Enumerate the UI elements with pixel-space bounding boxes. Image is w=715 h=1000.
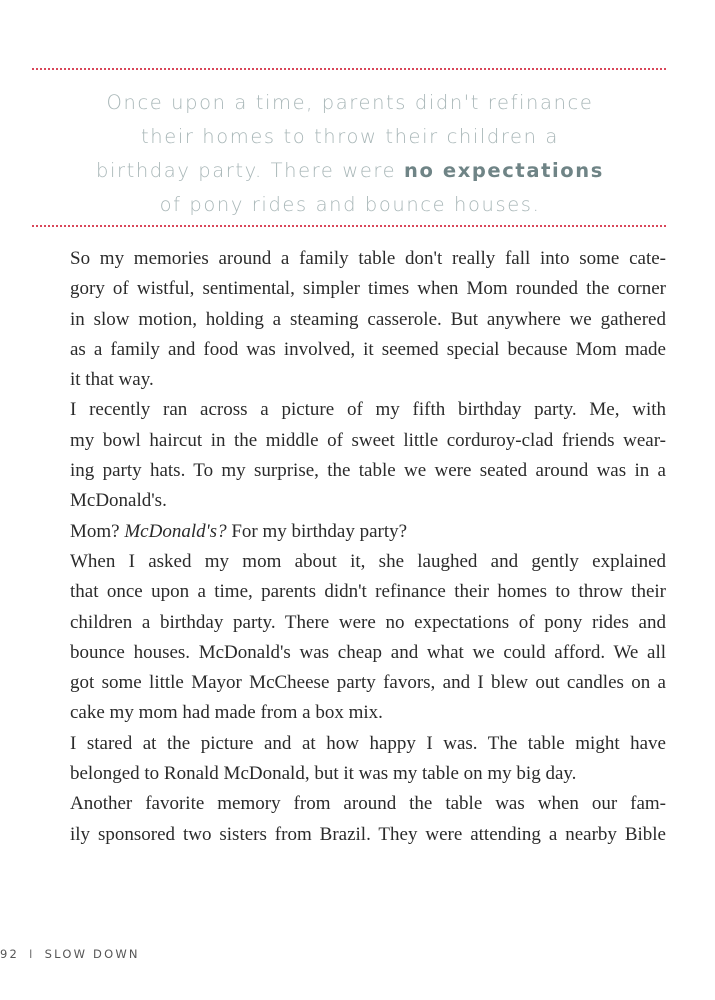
text-line: gory of wistful, sentimental, simpler times when Mom rounded the corner bbox=[70, 278, 666, 300]
pullquote-line: their homes to throw their children a bbox=[141, 125, 559, 148]
text-line: I recently ran across a picture of my fifth birthday party. Me, with bbox=[70, 399, 666, 421]
text-line bbox=[70, 517, 666, 547]
text-segment: For my birthday party? bbox=[226, 520, 408, 542]
text-line: ing party hats. To my surprise, the table we were seated around was in a bbox=[70, 460, 666, 482]
text-segment: Mom? bbox=[70, 520, 125, 542]
paragraph-2 bbox=[70, 395, 666, 516]
text-line: cake my mom had made from a box mix. bbox=[70, 702, 383, 724]
pullquote bbox=[40, 86, 660, 222]
pullquote-line bbox=[40, 154, 660, 188]
page-number: 92 bbox=[0, 947, 20, 961]
paragraph-5 bbox=[70, 729, 666, 790]
text-line: So my memories around a family table don't really fall into some cate- bbox=[70, 248, 666, 269]
text-line: that once upon a time, parents didn't refinance their homes to throw their bbox=[70, 581, 666, 603]
pullquote-emphasis: no expectations bbox=[404, 159, 604, 182]
paragraph-6 bbox=[70, 789, 666, 850]
text-line: Another favorite memory from around the table was when our fam- bbox=[70, 793, 666, 815]
footer-separator: I bbox=[29, 947, 35, 961]
pullquote-line: of pony rides and bounce houses. bbox=[159, 193, 541, 216]
pullquote-line: Once upon a time, parents didn't refinance bbox=[106, 91, 594, 114]
text-line: When I asked my mom about it, she laughed and gently explained bbox=[70, 550, 666, 572]
pullquote-bottom-rule bbox=[32, 225, 666, 227]
pullquote-top-rule bbox=[32, 68, 666, 70]
paragraph-3 bbox=[70, 517, 666, 547]
text-line: children a birthday party. There were no expectations of pony rides and bbox=[70, 611, 666, 633]
text-line: in slow motion, holding a steaming casserole. But anywhere we gathered bbox=[70, 308, 666, 330]
text-line: got some little Mayor McCheese party favors, and I blew out candles on a bbox=[70, 672, 666, 694]
text-line: I stared at the picture and at how happy I was. The table might have bbox=[70, 732, 666, 754]
text-line: it that way. bbox=[70, 369, 154, 391]
page-footer bbox=[0, 947, 140, 961]
text-line: bounce houses. McDonald's was cheap and what we could afford. We all bbox=[70, 641, 666, 663]
pullquote-text: birthday party. There were bbox=[95, 159, 404, 182]
text-line: as a family and food was involved, it seemed special because Mom made bbox=[70, 338, 666, 360]
text-line: McDonald's. bbox=[70, 490, 167, 512]
paragraph-4 bbox=[70, 547, 666, 729]
paragraph-1 bbox=[70, 244, 666, 395]
text-line: my bowl haircut in the middle of sweet little corduroy-clad friends wear- bbox=[70, 429, 666, 451]
body-text bbox=[70, 244, 666, 850]
italic-text: McDonald's? bbox=[124, 520, 227, 542]
text-line: belonged to Ronald McDonald, but it was my table on my big day. bbox=[70, 763, 577, 785]
text-line: ily sponsored two sisters from Brazil. They were attending a nearby Bible bbox=[70, 823, 666, 845]
running-title: SLOW DOWN bbox=[44, 947, 140, 961]
